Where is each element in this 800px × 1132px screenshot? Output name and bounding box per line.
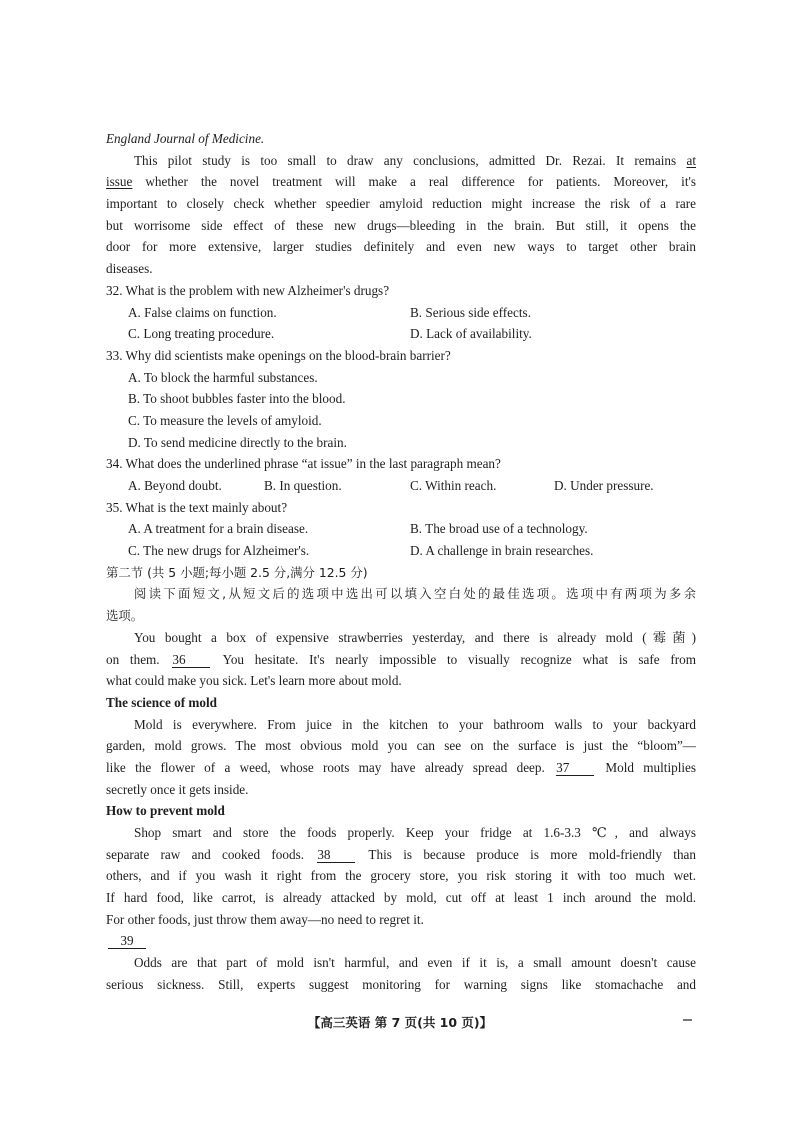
underlined-at: at [686, 152, 697, 168]
mold-intro-paragraph: You bought a box of expensive strawberries yesterday, and there is already mold (霉菌) on them. 36 You hesitate. It's nearly impossible to visually recognize what is safe from what could make you sick. Let's learn more about mold. [106, 629, 697, 689]
option-d[interactable]: D. Under pressure. [554, 478, 654, 493]
option-b[interactable]: B. Serious side effects. [410, 304, 531, 320]
question-35 [106, 497, 696, 562]
section-instruction: 阅读下面短文,从短文后的选项中选出可以填入空白处的最佳选项。选项中有两项为多余 [134, 586, 696, 602]
question-32 [106, 280, 696, 345]
option-d[interactable]: D. To send medicine directly to the brain. [128, 434, 347, 450]
section-title: 第二节 (共 5 小题;每小题 2.5 分,满分 12.5 分) [106, 564, 368, 580]
option-c[interactable]: C. The new drugs for Alzheimer's. [128, 543, 310, 559]
option-a[interactable]: A. To block the harmful substances. [128, 369, 318, 385]
option-c[interactable]: C. To measure the levels of amyloid. [128, 412, 322, 428]
question-33 [106, 345, 696, 453]
question-stem: 33. Why did scientists make openings on the blood-brain barrier? [106, 347, 451, 363]
blank-36[interactable]: 36 [172, 652, 210, 668]
option-d[interactable]: D. A challenge in brain researches. [410, 543, 594, 559]
underlined-issue: issue [106, 174, 133, 190]
blank-38[interactable]: 38 [317, 847, 355, 863]
question-stem: 34. What does the underlined phrase “at issue” in the last paragraph mean? [106, 456, 501, 472]
option-c[interactable]: C. Long treating procedure. [128, 326, 275, 342]
option-b[interactable]: B. To shoot bubbles faster into the blood. [128, 391, 346, 407]
mold-odds-paragraph: Odds are that part of mold isn't harmful, and even if it is, a small amount doesn't cause serious sickness. Still, experts suggest monitoring for warning signs like stomachache and [106, 955, 696, 992]
final-paragraph: This pilot study is too small to draw any conclusions, admitted Dr. Rezai. It remains at issue whether the novel treatment will make a real difference for patients. Moreover, it's important to closely check whether speedier amyloid reduction might increase the risk of a rare but worrisome side effect of these new drugs—bleeding in the brain. But still, it opens the door for more extensive, larger studies definitely and even new ways to target other brain diseases. [106, 152, 697, 277]
section-instruction-cont: 选项。 [106, 608, 144, 624]
option-b[interactable]: B. In question. [264, 478, 342, 493]
blank-39[interactable]: 39 [108, 933, 146, 949]
blank-37[interactable]: 37 [556, 760, 594, 776]
page-content [106, 128, 696, 996]
option-d[interactable]: D. Lack of availability. [410, 326, 532, 342]
mold-prevent-paragraph: Shop smart and store the foods properly. Keep your fridge at 1.6-3.3 ℃, and always separate raw and cooked foods. 38 This is because produce is more mold-friendly than others, and if you wash it right from the grocery store, you risk storing it with too much wet. If hard food, like carrot, is already attacked by mold, cut off at least 1 inch around the mold. For other foods, just throw them away—no need to regret it. [106, 825, 696, 927]
question-stem: 32. What is the problem with new Alzheimer's drugs? [106, 282, 390, 298]
mold-science-paragraph: Mold is everywhere. From juice in the kitchen to your bathroom walls to your backyard garden, mold grows. The most obvious mold you can see on the surface is just the “bloom”— like the flower of a weed, whose roots may have already spread deep. 37 Mold multiplies secretly once it gets inside. [106, 716, 697, 797]
option-c[interactable]: C. Within reach. [410, 478, 497, 493]
heading-prevent-mold: How to prevent mold [106, 803, 225, 819]
option-a[interactable]: A. Beyond doubt. [128, 478, 222, 493]
page-footer: 【高三英语 第 7 页(共 10 页)】 [307, 1015, 493, 1030]
heading-science-of-mold: The science of mold [106, 694, 217, 710]
source-citation: England Journal of Medicine. [106, 131, 265, 146]
option-a[interactable]: A. A treatment for a brain disease. [128, 521, 309, 537]
corner-mark [683, 1019, 692, 1021]
question-34 [106, 453, 696, 496]
option-a[interactable]: A. False claims on function. [128, 304, 277, 320]
option-b[interactable]: B. The broad use of a technology. [410, 521, 588, 537]
question-stem: 35. What is the text mainly about? [106, 499, 288, 515]
